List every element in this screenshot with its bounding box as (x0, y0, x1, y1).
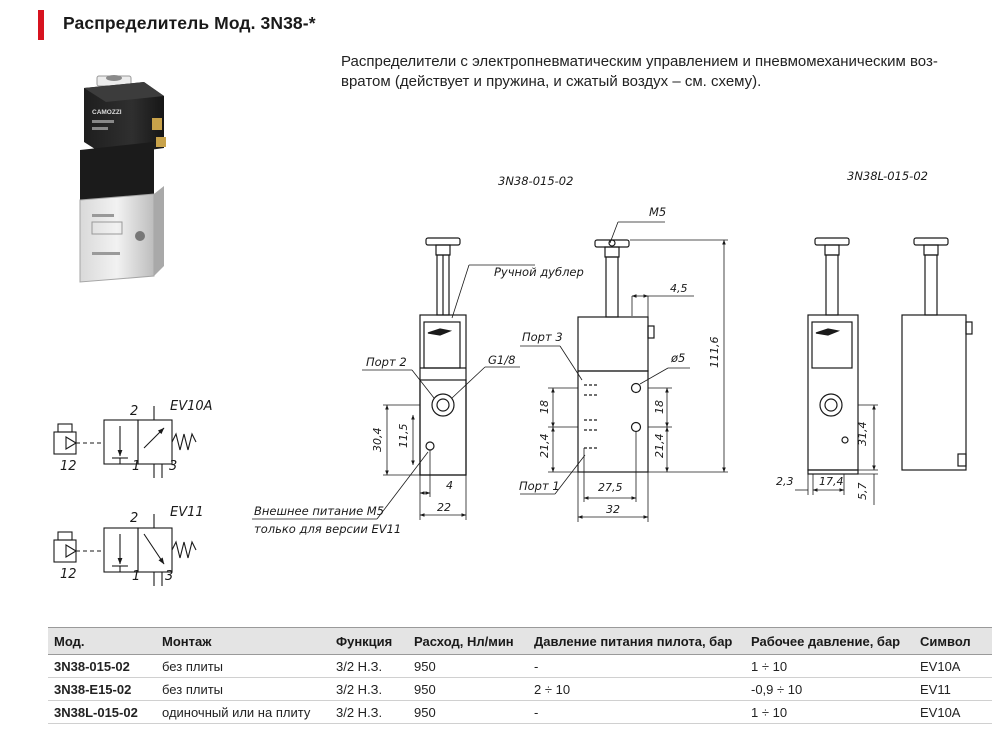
col-working-pressure: Рабочее давление, бар (745, 628, 914, 655)
cell-pilot-pressure: - (528, 701, 745, 724)
dim-11-5: 11,5 (397, 423, 410, 448)
cell-function: 3/2 Н.З. (330, 655, 408, 678)
photo-brand-label: CAMOZZI (92, 109, 122, 116)
dim-17-4: 17,4 (819, 475, 844, 488)
col-model: Мод. (48, 628, 156, 655)
dim-5-7: 5,7 (856, 482, 869, 500)
cell-function: 3/2 Н.З. (330, 678, 408, 701)
label-external-supply-note: только для версии EV11 (254, 522, 402, 536)
cell-pilot-pressure: - (528, 655, 745, 678)
description-line-1: Распределители с электропневматическим управлением и пневмомеханическим воз- (341, 53, 938, 70)
label-thread: G1/8 (488, 353, 516, 367)
view-3n38l-front (902, 238, 972, 470)
cell-model: 3N38-015-02 (48, 655, 156, 678)
view1-title: 3N38-015-02 (498, 174, 574, 188)
cell-flow: 950 (408, 701, 528, 724)
dim-30-4: 30,4 (371, 427, 384, 452)
dim-21-4-right: 21,4 (653, 433, 666, 458)
cell-symbol: EV11 (914, 678, 992, 701)
symbol-ev11-port12: 12 (60, 567, 77, 582)
symbol-ev11-port1: 1 (132, 569, 141, 584)
symbol-ev11-port2: 2 (130, 511, 139, 526)
dim-4: 4 (446, 479, 453, 492)
cell-working-pressure: 1 ÷ 10 (745, 701, 914, 724)
cell-model: 3N38-E15-02 (48, 678, 156, 701)
symbol-ev10a-port2: 2 (130, 404, 139, 419)
col-mounting: Монтаж (156, 628, 330, 655)
dim-22: 22 (437, 501, 451, 514)
table-header-row (48, 628, 992, 655)
symbol-ev10a-port3: 3 (169, 459, 178, 474)
dim-18-left: 18 (538, 400, 551, 414)
col-pilot-pressure: Давление питания пилота, бар (528, 628, 745, 655)
symbol-ev11-port3: 3 (165, 569, 174, 584)
dim-2-3: 2,3 (776, 475, 794, 488)
cell-working-pressure: -0,9 ÷ 10 (745, 678, 914, 701)
symbol-ev11-name: EV11 (170, 505, 204, 520)
cell-flow: 950 (408, 678, 528, 701)
dim-32: 32 (606, 503, 620, 516)
description-line-2: вратом (действует и пружина, и сжатый воздух – см. схему). (341, 73, 762, 90)
label-manual-override: Ручной дублер (494, 265, 584, 279)
view-3n38l-side (808, 238, 858, 474)
view2-title: 3N38L-015-02 (847, 169, 928, 183)
table-row (48, 655, 992, 678)
table-row (48, 678, 992, 701)
cell-working-pressure: 1 ÷ 10 (745, 655, 914, 678)
cell-function: 3/2 Н.З. (330, 701, 408, 724)
dim-18-right: 18 (653, 400, 666, 414)
label-phi5: ø5 (671, 351, 686, 365)
dim-27-5: 27,5 (598, 481, 623, 494)
label-port2: Порт 2 (366, 355, 407, 369)
view1-dimensions (252, 265, 535, 520)
label-port1: Порт 1 (519, 479, 560, 493)
view-front (578, 240, 654, 472)
symbol-ev10a-port1: 1 (132, 459, 141, 474)
col-function: Функция (330, 628, 408, 655)
dim-21-4-left: 21,4 (538, 433, 551, 458)
dim-31-4: 31,4 (856, 421, 869, 446)
page-title: Распределитель Мод. 3N38-* (63, 13, 316, 33)
label-external-supply: Внешнее питание M5 (254, 504, 385, 518)
cell-symbol: EV10A (914, 655, 992, 678)
label-port3: Порт 3 (522, 330, 563, 344)
cell-pilot-pressure: 2 ÷ 10 (528, 678, 745, 701)
symbol-ev10a-port12: 12 (60, 459, 77, 474)
cell-model: 3N38L-015-02 (48, 701, 156, 724)
cell-flow: 950 (408, 655, 528, 678)
view-side-port2 (420, 238, 466, 475)
cell-mounting: одиночный или на плиту (156, 701, 330, 724)
cell-mounting: без плиты (156, 678, 330, 701)
specs-table (48, 627, 992, 724)
col-flow: Расход, Нл/мин (408, 628, 528, 655)
dim-111-6: 111,6 (708, 336, 721, 368)
table-row (48, 701, 992, 724)
cell-symbol: EV10A (914, 701, 992, 724)
col-symbol: Символ (914, 628, 992, 655)
dim-4-5: 4,5 (670, 282, 688, 295)
product-photo (80, 75, 166, 282)
symbol-ev10a-name: EV10A (170, 399, 213, 414)
label-m5: M5 (649, 205, 667, 219)
cell-mounting: без плиты (156, 655, 330, 678)
